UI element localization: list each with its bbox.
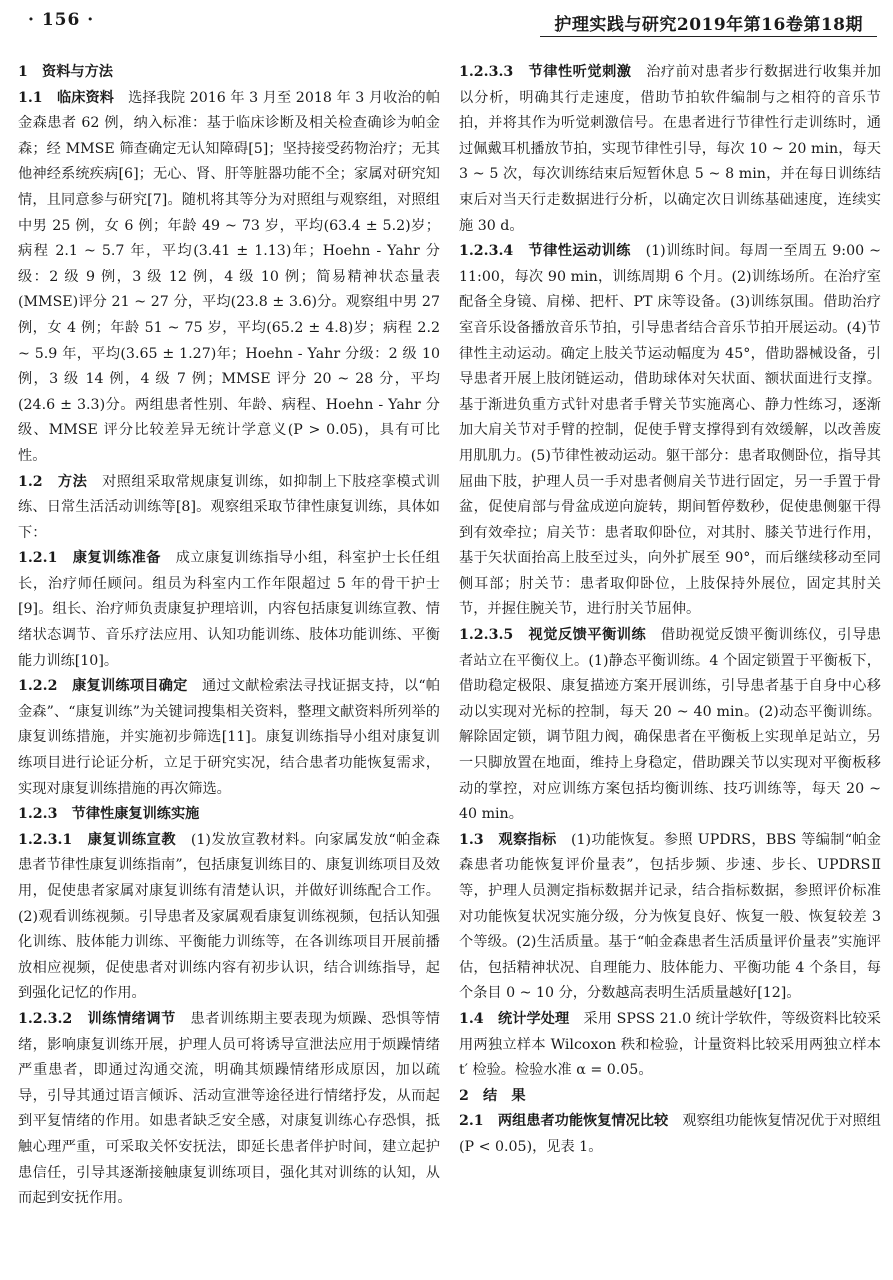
page-number: · 156 · xyxy=(28,10,95,30)
paragraph-body: (1)训练时间。每周一至周五 9:00 ~ 11:00，每次 90 min，训练周期 6 个月。(2)训练场所。在治疗室配备全身镜、肩梯、把杆、PT 床等设备。(3)训练氛围。借助治疗室音乐设备播放音乐节拍，引导患者结合音乐节拍开展运动。(4)节律性主动运动。确定上肢关节运动幅度为 45°，借助器械设备，引导患者开展上肢闭链运动，借助球体对矢状面、额状面进行支撑。基于渐进负重方式针对患者手臂关节实施离心、静力性练习，逐渐加大肩关节对手臂的控制，促使手臂支撑得到有效缓解，以改善废用肌肌力。(5)节律性被动运动。躯干部分：患者取侧卧位，指导其屈曲下肢，护理人员一手对患者侧肩关节进行固定，另一手置于骨盆，促使肩部与骨盆成逆向旋转，期间暂停数秒，促使患侧躯干得到有效牵拉；肩关节：患者取仰卧位，对其肘、膝关节进行作用，基于矢状面抬高上肢至过头，向外扩展至 90°，而后继续移动至同侧耳部；肘关节：患者取仰卧位，上肢保持外展位，固定其肘关节，并握住腕关节，进行肘关节屈伸。 xyxy=(459,243,881,618)
subsection-heading: 2.1 两组患者功能恢复情况比较 xyxy=(459,1113,669,1130)
paragraph-body: 借助视觉反馈平衡训练仪，引导患者站立在平衡仪上。(1)静态平衡训练。4 个固定锁置于平衡板下，借助稳定极限、康复描迹方案开展训练，引导患者基于自身中心移动以实现对光标的控制，每天 20 ~ 40 min。(2)动态平衡训练。解除固定锁，调节阻力阀，确保患者在平衡板上实现单足站立，另一只脚放置在地面，维持上身稳定，借助踝关节以实现对平衡板移动的掌控，对应训练方案包括均衡训练、技巧训练等，每天 20 ~ 40 min。 xyxy=(459,627,881,823)
subsection-heading: 1.1 临床资料 xyxy=(18,89,114,106)
paragraph-body: 患者训练期主要表现为烦躁、恐惧等情绪，影响康复训练开展，护理人员可将诱导宣泄法应用于烦躁情绪严重患者，即通过沟通交流，明确其烦躁情绪形成原因，加以疏导，引导其通过语言倾诉、活动宣泄等途径进行情绪抒发，从而起到平复情绪的作用。如患者缺乏安全感，对康复训练心存恐惧，抵触心理严重，可采取关怀安抚法，即延长患者伴护时间，建立起护患信任，引导其逐渐接触康复训练项目，强化其对训练的认知，从而起到安抚作用。 xyxy=(18,1010,440,1207)
subsection-heading: 1.2 方法 xyxy=(18,473,88,490)
paragraph xyxy=(18,546,440,674)
paragraph xyxy=(459,239,881,623)
paragraph-body: 观察组功能恢复情况优于对照组(P < 0.05)，见表 1。 xyxy=(459,1113,881,1155)
paragraph-body: 对照组采取常规康复训练，如抑制上下肢痉挛模式训练、日常生活活动训练等[8]。观察组采取节律性康复训练，具体如下： xyxy=(18,473,440,541)
left-column xyxy=(18,60,440,1212)
section-heading: 2 结 果 xyxy=(459,1087,526,1104)
section-heading: 1 资料与方法 xyxy=(18,64,113,80)
paragraph-body: 通过文献检索法寻找证据支持，以“帕金森”、“康复训练”为关键词搜集相关资料，整理文献资料所列举的康复训练措施，并实施初步筛选[11]。康复训练指导小组对康复训练项目进行论证分析，立足于研究实况，结合患者功能恢复需求，实现对康复训练措施的再次筛选。 xyxy=(18,678,440,797)
paragraph xyxy=(459,623,881,828)
paragraph-body: (1)功能恢复。参照 UPDRS，BBS 等编制“帕金森患者功能恢复评价量表”，包括步频、步速、步长、UPDRSⅡ 等，护理人员测定指标数据并记录，结合指标数据，参照评价标准对功能恢复状况实施分级，分为恢复良好、恢复一般、恢复较差 3 个等级。(2)生活质量。基于“帕金森患者生活质量评价量表”实施评估，包括精神状况、自理能力、肢体能力、平衡功能 4 个条目，每个条目 0 ~ 10 分，分数越高表明生活质量越好[12]。 xyxy=(459,831,881,1002)
paragraph xyxy=(459,828,881,1007)
paragraph xyxy=(459,60,881,239)
running-header xyxy=(16,6,877,36)
paragraph-body: 采用 SPSS 21.0 统计学软件，等级资料比较采用两独立样本 Wilcoxon 秩和检验，计量资料比较采用两独立样本 t′ 检验。检验水准 α = 0.05。 xyxy=(459,1010,881,1079)
paragraph xyxy=(459,1007,881,1084)
paragraph-body: (1)发放宣教材料。向家属发放“帕金森患者节律性康复训练指南”，包括康复训练目的、康复训练项目及效用，促使患者家属对康复训练有清楚认识，并做好训练配合工作。(2)观看训练视频。引导患者及家属观看康复训练视频，包括认知强化训练、肢体能力训练、平衡能力训练等，在各训练项目开展前播放相应视频，促使患者对训练内容有初步认识，结合训练指导，起到强化记忆的作用。 xyxy=(18,831,440,1002)
paragraph xyxy=(18,1007,440,1212)
paragraph xyxy=(18,802,440,828)
subsection-heading: 1.2.3.1 康复训练宣教 xyxy=(18,831,177,848)
paragraph-body: 治疗前对患者步行数据进行收集并加以分析，明确其行走速度，借助节拍软件编制与之相符的音乐节拍，并将其作为听觉刺激信号。在患者进行节律性行走训练时，通过佩戴耳机播放节拍，实现节律性引导，每次 10 ~ 20 min，每天 3 ~ 5 次，每次训练结束后短暂休息 5 ~ 8 min，并在每日训练结束后对当天行走数据进行分析，以确定次日训练基础速度，连续实施 30 d。 xyxy=(459,64,881,234)
subsection-heading: 1.2.3 节律性康复训练实施 xyxy=(18,806,200,823)
subsection-heading: 1.4 统计学处理 xyxy=(459,1010,570,1027)
paragraph xyxy=(459,1109,881,1160)
subsection-heading: 1.2.3.4 节律性运动训练 xyxy=(459,243,631,260)
subsection-heading: 1.2.3.2 训练情绪调节 xyxy=(18,1010,176,1027)
paragraph xyxy=(18,828,440,1007)
subsection-heading: 1.2.1 康复训练准备 xyxy=(18,550,161,567)
subsection-heading: 1.2.3.5 视觉反馈平衡训练 xyxy=(459,627,647,644)
paragraph xyxy=(18,470,440,547)
subsection-heading: 1.3 观察指标 xyxy=(459,831,557,848)
right-column xyxy=(459,60,881,1161)
paragraph xyxy=(18,86,440,470)
journal-title: 护理实践与研究2019年第16卷第18期 xyxy=(554,15,863,35)
paragraph-body: 选择我院 2016 年 3 月至 2018 年 3 月收治的帕金森患者 62 例，纳入标准：基于临床诊断及相关检查确诊为帕金森；经 MMSE 筛查确定无认知障碍[5]；坚持接受药物治疗；无其他神经系统疾病[6]；无心、肾、肝等脏器功能不全；家属对研究知情，且同意参与研究[7]。随机将其等分为对照组与观察组，对照组中男 25 例，女 6 例；年龄 49 ~ 73 岁，平均(63.4 ± 5.2)岁；病程 2.1 ~ 5.7 年，平均(3.41 ± 1.13)年；Hoehn - Yahr 分级：2 级 9 例，3 级 12 例，4 级 10 例；简易精神状态量表(MMSE)评分 21 ~ 27 分，平均(23.8 ± 3.6)分。观察组中男 27 例，女 4 例；年龄 51 ~ 75 岁，平均(65.2 ± 4.8)岁；病程 2.2 ~ 5.9 年，平均(3.65 ± 1.27)年；Hoehn - Yahr 分级：2 级 10 例，3 级 14 例，4 级 7 例；MMSE 评分 20 ~ 28 分，平均(24.6 ± 3.3)分。两组患者性别、年龄、病程、Hoehn - Yahr 分级、MMSE 评分比较差异无统计学意义(P > 0.05)，具有可比性。 xyxy=(18,89,440,464)
paragraph xyxy=(18,674,440,802)
paragraph-body: 成立康复训练指导小组，科室护士长任组长，治疗师任顾问。组员为科室内工作年限超过 5 年的骨干护士[9]。组长、治疗师负责康复护理培训，内容包括康复训练宣教、情绪状态调节、音乐疗法应用、认知功能训练、肢体功能训练、平衡能力训练[10]。 xyxy=(18,550,440,669)
header-rule xyxy=(540,36,877,37)
subsection-heading: 1.2.3.3 节律性听觉刺激 xyxy=(459,64,632,80)
subsection-heading: 1.2.2 康复训练项目确定 xyxy=(18,678,188,695)
